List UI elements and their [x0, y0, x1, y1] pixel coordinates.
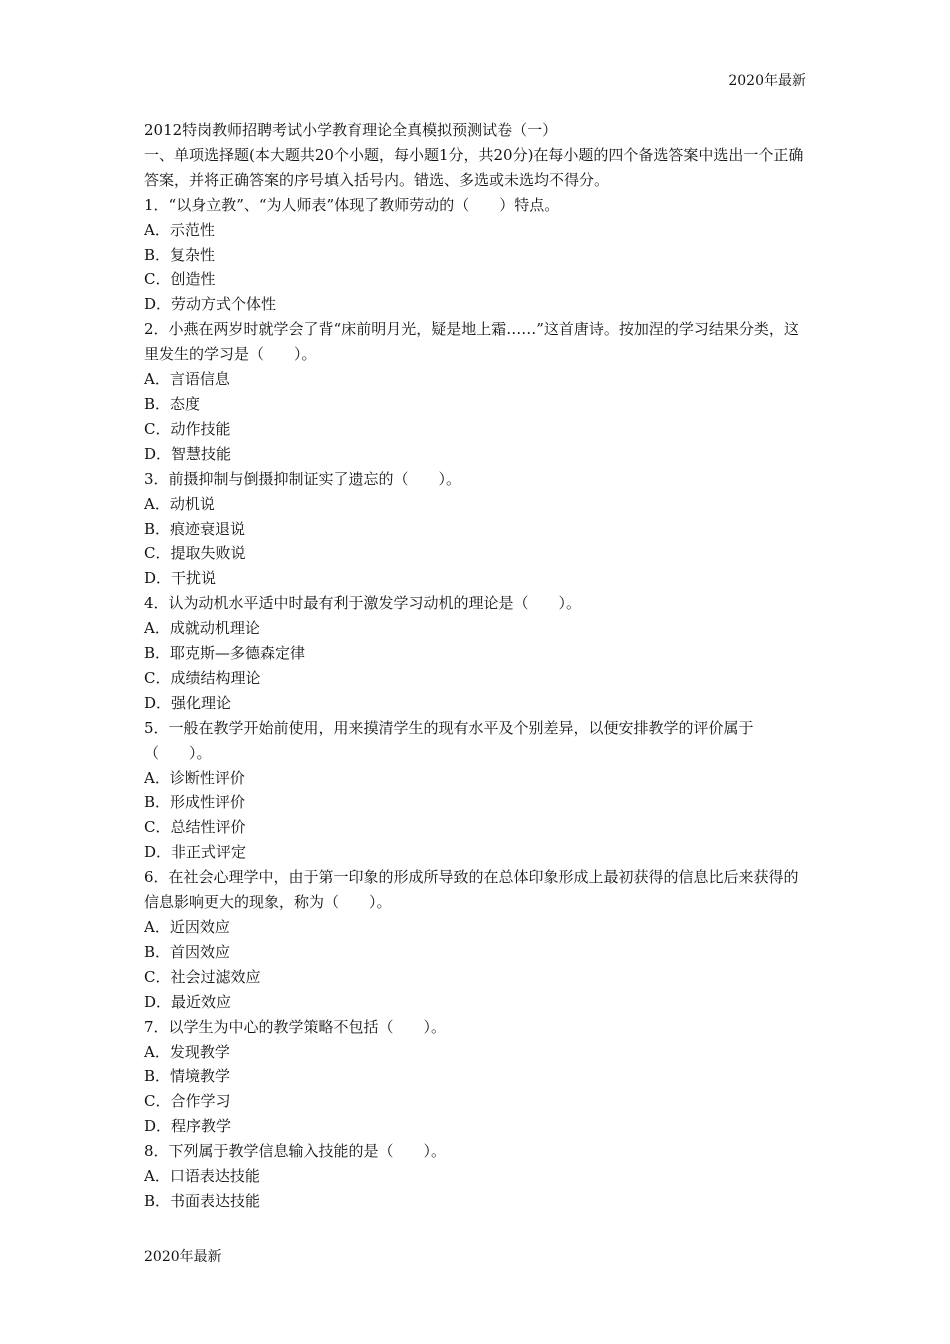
question-3: [144, 467, 812, 592]
question-1: [144, 193, 812, 318]
option-b: B．情境教学: [144, 1067, 231, 1086]
question-8: [144, 1139, 812, 1214]
option-c: C．合作学习: [144, 1092, 231, 1111]
option-a: A．口语表达技能: [144, 1167, 260, 1186]
option-a: A．成就动机理论: [144, 619, 260, 638]
option-a: A．发现教学: [144, 1042, 230, 1061]
section-heading: 一、单项选择题(本大题共20个小题，每小题1分，共20分)在每小题的四个备选答案中选出一个正确答案，并将正确答案的序号填入括号内。错选、多选或未选均不得分。: [144, 145, 804, 189]
option-a: A．动机说: [144, 494, 215, 513]
option-b: B．首因效应: [144, 942, 231, 961]
question-stem: 4．认为动机水平适中时最有利于激发学习动机的理论是（ ）。: [144, 594, 582, 613]
question-6: [144, 865, 812, 1014]
question-stem: 5．一般在教学开始前使用，用来摸清学生的现有水平及个别差异，以便安排教学的评价属于（ ）。: [144, 718, 754, 762]
option-b: B．耶克斯—多德森定律: [144, 644, 306, 663]
question-stem: 7．以学生为中心的教学策略不包括（ ）。: [144, 1017, 447, 1036]
question-stem: 2．小燕在两岁时就学会了背“床前明月光，疑是地上霜……”这首唐诗。按加涅的学习结果分类，这里发生的学习是（ ）。: [144, 320, 799, 364]
option-d: D．程序教学: [144, 1117, 232, 1136]
question-stem: 1．“以身立教”、“为人师表”体现了教师劳动的（ ）特点。: [144, 195, 560, 214]
option-b: B．形成性评价: [144, 793, 246, 812]
option-a: A．言语信息: [144, 370, 230, 389]
question-4: [144, 591, 812, 716]
option-d: D．干扰说: [144, 569, 217, 588]
option-c: C．总结性评价: [144, 818, 246, 837]
document-body: [144, 118, 812, 1214]
option-d: D．智慧技能: [144, 444, 232, 463]
option-b: B．书面表达技能: [144, 1191, 261, 1210]
question-stem: 3．前摄抑制与倒摄抑制证实了遗忘的（ ）。: [144, 469, 462, 488]
option-b: B．复杂性: [144, 245, 216, 264]
option-b: B．态度: [144, 394, 201, 413]
page-footer: 2020年最新: [144, 1249, 222, 1265]
option-c: C．成绩结构理论: [144, 668, 261, 687]
question-5: [144, 716, 812, 865]
option-c: C．动作技能: [144, 419, 231, 438]
option-b: B．痕迹衰退说: [144, 519, 246, 538]
option-a: A．示范性: [144, 220, 215, 239]
option-d: D．强化理论: [144, 693, 232, 712]
option-d: D．劳动方式个体性: [144, 295, 277, 314]
option-a: A．诊断性评价: [144, 768, 245, 787]
option-a: A．近因效应: [144, 918, 230, 936]
document-title: 2012特岗教师招聘考试小学教育理论全真模拟预测试卷（一）: [144, 121, 558, 139]
option-c: C．社会过滤效应: [144, 967, 261, 986]
question-2: [144, 317, 812, 466]
option-d: D．最近效应: [144, 992, 232, 1011]
question-stem: 8．下列属于教学信息输入技能的是（ ）。: [144, 1142, 447, 1161]
option-c: C．创造性: [144, 270, 216, 289]
question-7: [144, 1015, 812, 1140]
page-header: 2020年最新: [728, 73, 806, 89]
option-d: D．非正式评定: [144, 843, 247, 862]
option-c: C．提取失败说: [144, 544, 246, 563]
question-stem: 6．在社会心理学中，由于第一印象的形成所导致的在总体印象形成上最初获得的信息比后来获得的信息影响更大的现象，称为（ ）。: [144, 868, 799, 912]
